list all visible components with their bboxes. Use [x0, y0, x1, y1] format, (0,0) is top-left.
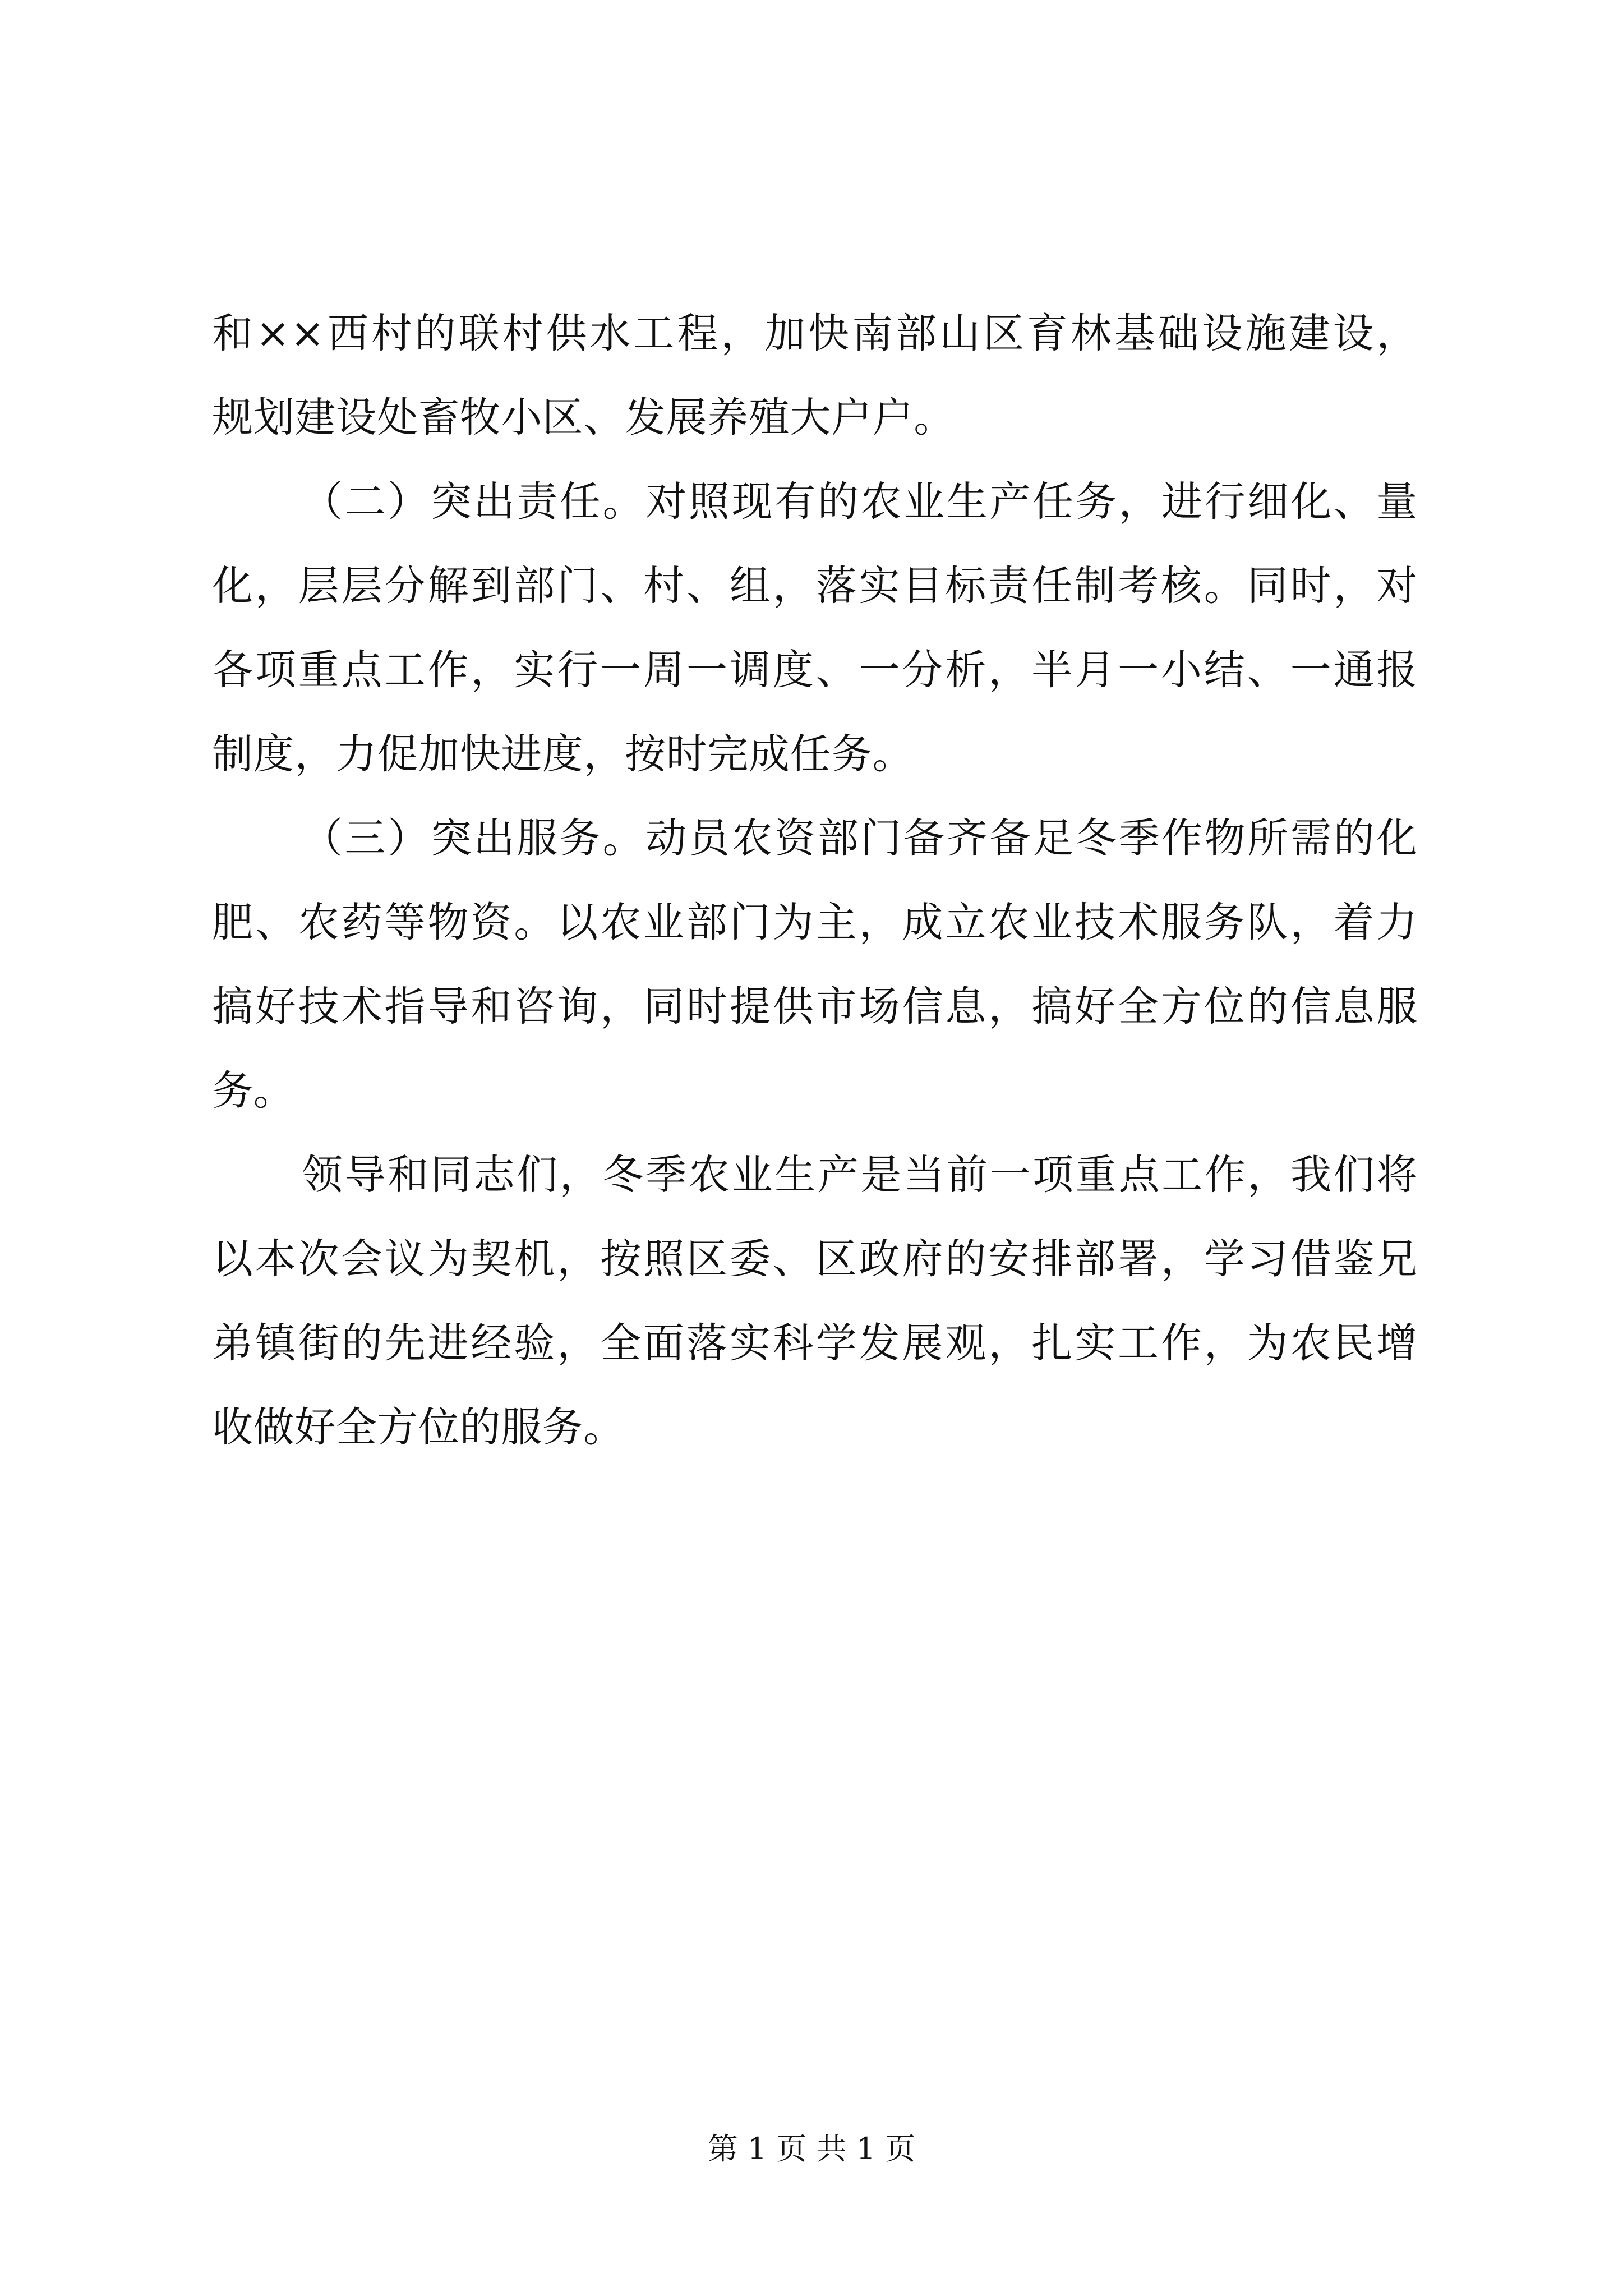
text-line: 收做好全方位的服务。 [212, 1404, 625, 1451]
text-line: 规划建设处畜牧小区、发展养殖大户户。 [212, 394, 955, 441]
paragraph-first-line: （二）突出责任。对照现有的农业生产任务，进行细化、量 [302, 478, 1418, 526]
text-line: 化，层层分解到部门、村、组，落实目标责任制考核。同时，对 [212, 562, 1418, 610]
paragraph-first-line: （三）突出服务。动员农资部门备齐备足冬季作物所需的化 [302, 815, 1418, 862]
page-number: 第 1 页 共 1 页 [707, 2131, 916, 2166]
text-line: 弟镇街的先进经验，全面落实科学发展观，扎实工作，为农民增 [212, 1319, 1418, 1367]
page-footer [0, 2129, 1623, 2169]
text-line: 制度，力促加快进度，按时完成任务。 [212, 730, 914, 778]
text-line: 搞好技术指导和咨询，同时提供市场信息，搞好全方位的信息服 [212, 983, 1418, 1030]
text-line: 务。 [212, 1067, 295, 1115]
text-line: 肥、农药等物资。以农业部门为主，成立农业技术服务队，着力 [212, 899, 1418, 946]
document-body [212, 292, 1418, 1470]
text-line: 和××西村的联村供水工程，加快南部山区育林基础设施建设， [212, 310, 1418, 357]
text-line: 各项重点工作，实行一周一调度、一分析，半月一小结、一通报 [212, 646, 1418, 694]
paragraph-first-line: 领导和同志们，冬季农业生产是当前一项重点工作，我们将 [302, 1151, 1418, 1199]
text-line: 以本次会议为契机，按照区委、区政府的安排部署，学习借鉴兄 [212, 1235, 1418, 1283]
